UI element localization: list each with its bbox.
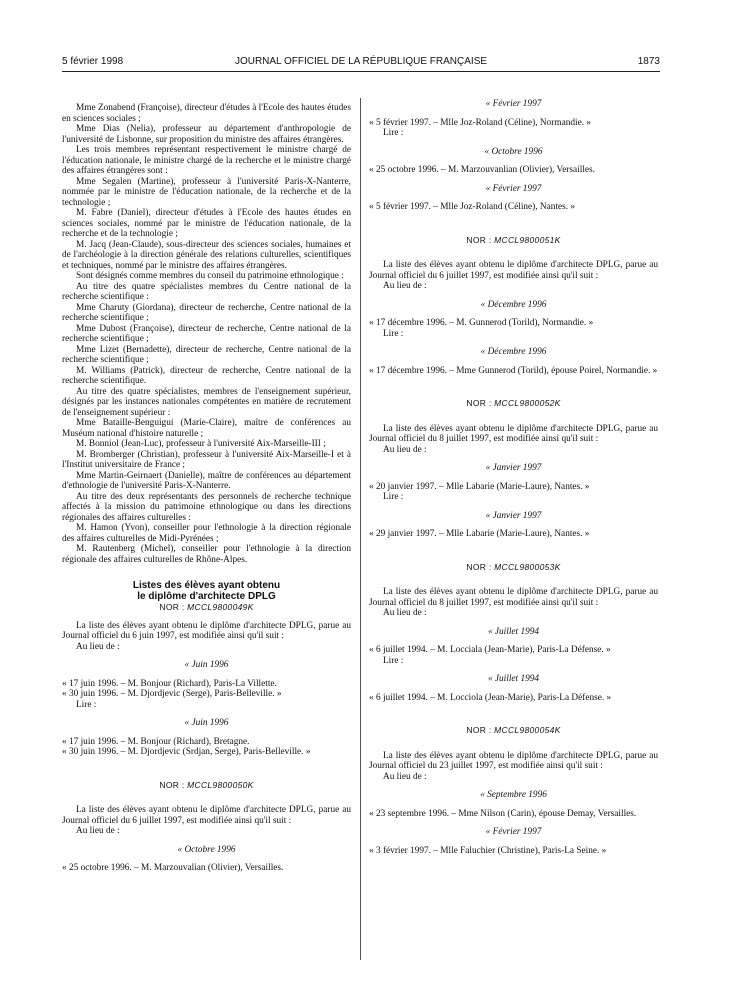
- list-entry: « 25 octobre 1996. – M. Marzouvanlian (Olivier), Versailles.: [369, 165, 595, 175]
- list-entry: « 25 octobre 1996. – M. Marzouvalian (Olivier), Versailles.: [62, 863, 284, 873]
- nor-reference: [369, 398, 658, 409]
- section-heading-line-1: Listes des élèves ayant obtenu: [132, 580, 281, 591]
- header-rule: [62, 71, 660, 72]
- paragraph: Mme Bataille-Benguigui (Marie-Claire), maître de conférences au Muséum national d'histoire naturelle ;: [62, 418, 351, 439]
- list-entry: « 5 février 1997. – Mlle Joz-Roland (Céline), Normandie. »: [369, 117, 592, 128]
- nor-reference: [369, 562, 658, 573]
- list-entry: « 30 juin 1996. – M. Djordjevic (Srdjan, Serge), Paris-Belleville. »: [62, 747, 311, 757]
- paragraph: M. Bonniol (Jean-Luc), professeur à l'université Aix-Marseille-III ;: [76, 439, 326, 449]
- list-entry: « 3 février 1997. – Mlle Faluchier (Christine), Paris-La Seine. »: [369, 845, 607, 856]
- paragraph: M. Hamon (Yvon), conseiller pour l'ethnologie à la direction régionale des affaires culturelles de Midi-Pyrénées ;: [62, 523, 351, 544]
- paragraph: M. Bromberger (Christian), professeur à l'université Aix-Marseille-I et à l'Institut universitaire de France ;: [62, 449, 351, 470]
- lire-label: Lire :: [383, 128, 404, 138]
- paragraph: Au titre des quatre spécialistes, membres de l'enseignement supérieur, désignés par les instances nationales compétentes en matière de recrutement de l'enseignement supérieur :: [62, 386, 351, 418]
- paragraph: Au titre des quatre spécialistes membres du Centre national de la recherche scientifique :: [62, 281, 351, 302]
- intro-paragraph: La liste des élèves ayant obtenu le diplôme d'architecte DPLG, parue au Journal officiel du 6 juin 1997, est modifiée ainsi qu'il suit :: [62, 620, 351, 641]
- right-column: [369, 99, 658, 856]
- paragraph: M. Rautenberg (Michel), conseiller pour l'ethnologie à la direction régionale des affaires culturelles de Rhône-Alpes.: [62, 544, 351, 565]
- paragraph: M. Fabre (Daniel), directeur d'études à l'Ecole des hautes études en sciences sociales, nommé par le ministre de l'éducation nationale, de la recherche et de la technologie ;: [62, 208, 351, 239]
- column-divider: [360, 98, 361, 960]
- paragraph: Les trois membres représentant respectivement le ministre chargé de l'éducation nationale, le ministre chargé de la recherche et le ministre chargé des affaires étrangères sont :: [62, 145, 351, 176]
- page-header: [62, 56, 660, 70]
- section-heading-line-2: le diplôme d'architecte DPLG: [137, 591, 276, 602]
- list-entry: « 30 juin 1996. – M. Djordjevic (Serge), Paris-Belleville. »: [62, 689, 282, 699]
- nor-code: MCCL9800054K: [494, 725, 561, 735]
- list-entry: « 17 juin 1996. – M. Bonjour (Richard), Paris-La Villette.: [62, 678, 277, 689]
- intro-paragraph: La liste des élèves ayant obtenu le diplôme d'architecte DPLG, parue au Journal officiel du 6 juillet 1997, est modifiée ainsi qu'il suit :: [62, 805, 351, 826]
- list-entry: « 5 février 1997. – Mlle Joz-Roland (Céline), Nantes. »: [369, 202, 576, 212]
- month-heading: « Octobre 1996: [177, 844, 236, 855]
- nor-label: NOR :: [159, 602, 185, 612]
- paragraph: Sont désignés comme membres du conseil du patrimoine ethnologique :: [76, 271, 344, 281]
- nor-code: MCCL9800051K: [494, 234, 561, 245]
- left-column: [62, 103, 351, 874]
- paragraph: Mme Martin-Geirnaert (Danielle), maître de conférences au département d'ethnologie de l'université Paris-X-Nanterre.: [62, 470, 351, 491]
- lire-label: Lire :: [383, 655, 404, 666]
- paragraph: Mme Dubost (Françoise), directeur de recherche, Centre national de la recherche scientifique ;: [62, 323, 351, 344]
- au-lieu-de: Au lieu de :: [383, 608, 427, 618]
- month-heading: « Juillet 1994: [487, 626, 540, 637]
- au-lieu-de: Au lieu de :: [383, 281, 427, 291]
- header-title: JOURNAL OFFICIEL DE LA RÉPUBLIQUE FRANÇAISE: [234, 56, 488, 67]
- nor-label: NOR :: [159, 779, 185, 790]
- nor-label: NOR :: [466, 234, 492, 245]
- list-entry: « 6 juillet 1994. – M. Locciala (Jean-Marie), Paris-La Défense. »: [369, 645, 611, 655]
- au-lieu-de: Au lieu de :: [383, 771, 427, 782]
- nor-label: NOR :: [466, 561, 492, 572]
- list-entry: « 17 juin 1996. – M. Bonjour (Richard), Bretagne.: [62, 736, 250, 747]
- month-heading: « Juillet 1994: [487, 674, 540, 684]
- month-heading: « Février 1997: [485, 183, 542, 194]
- intro-paragraph: La liste des élèves ayant obtenu le diplôme d'architecte DPLG, parue au Journal officiel du 6 juillet 1997, est modifiée ainsi qu'il suit :: [369, 260, 658, 281]
- nor-code: MCCL9800053K: [494, 561, 561, 572]
- nor-reference: [369, 725, 658, 736]
- nor-code: MCCL9800052K: [494, 398, 561, 408]
- month-heading: « Décembre 1996: [480, 347, 547, 357]
- month-heading: « Septembre 1996: [480, 790, 547, 800]
- lire-label: Lire :: [383, 492, 404, 502]
- month-heading: « Janvier 1997: [485, 463, 542, 473]
- intro-paragraph: La liste des élèves ayant obtenu le diplôme d'architecte DPLG, parue au Journal officiel du 8 juillet 1997, est modifiée ainsi qu'il suit :: [369, 423, 658, 444]
- nor-reference: [369, 235, 658, 246]
- lire-label: Lire :: [383, 328, 404, 339]
- nor-code: MCCL9800049K: [187, 602, 254, 612]
- header-date: 5 février 1998: [62, 56, 124, 67]
- paragraph: Au titre des deux représentants des personnels de recherche technique affectés à la mission du patrimoine ethnologique ou dans les directions régionales des affaires culturelles :: [62, 491, 351, 523]
- list-entry: « 17 décembre 1996. – Mme Gunnerod (Torild), épouse Poirel, Normandie. »: [369, 365, 658, 376]
- paragraph: Mme Segalen (Martine), professeur à l'université Paris-X-Nanterre, nommée par le ministre de l'éducation nationale, de la recherche et de la technologie ;: [62, 176, 351, 208]
- paragraph: Mme Lizet (Bernadette), directeur de recherche, Centre national de la recherche scientifique ;: [62, 344, 351, 365]
- paragraph: M. Williams (Patrick), directeur de recherche, Centre national de la recherche scientifique.: [62, 365, 351, 386]
- lire-label: Lire :: [76, 699, 97, 710]
- paragraph: Mme Dias (Nelia), professeur au département d'anthropologie de l'université de Lisbonne, sur proposition du ministre des affaires étrangères.: [62, 124, 351, 145]
- au-lieu-de: Au lieu de :: [383, 444, 427, 455]
- page-number: 1873: [637, 56, 660, 67]
- list-entry: « 20 janvier 1997. – Mlle Labarie (Marie-Laure), Nantes. »: [369, 481, 590, 492]
- intro-paragraph: La liste des élèves ayant obtenu le diplôme d'architecte DPLG, parue au Journal officiel du 23 juillet 1997, est modifiée ainsi qu'il suit :: [369, 750, 658, 771]
- month-heading: « Octobre 1996: [484, 146, 543, 157]
- paragraph: M. Jacq (Jean-Claude), sous-directeur des sciences sociales, humaines et de l'archéologie à la direction générale des relations culturelles, scientifiques et techniques, nommé par le ministre des affaires étrangères.: [62, 239, 351, 271]
- list-entry: « 6 juillet 1994. – M. Locciola (Jean-Marie), Paris-La Défense. »: [369, 692, 612, 703]
- nor-reference: [62, 602, 351, 613]
- month-heading: « Juin 1996: [184, 660, 229, 670]
- month-heading: « Janvier 1997: [485, 510, 542, 521]
- paragraph: Mme Charuty (Giordana), directeur de recherche, Centre national de la recherche scientifique ;: [62, 302, 351, 323]
- paragraph: Mme Zonabend (Françoise), directeur d'études à l'Ecole des hautes études en sciences sociales ;: [62, 103, 351, 124]
- nor-label: NOR :: [466, 725, 492, 735]
- month-heading: « Février 1997: [485, 827, 542, 837]
- nor-reference: [62, 780, 351, 791]
- intro-paragraph: La liste des élèves ayant obtenu le diplôme d'architecte DPLG, parue au Journal officiel du 8 juillet 1997, est modifiée ainsi qu'il suit :: [369, 587, 658, 608]
- month-heading: « Février 1997: [485, 99, 542, 109]
- list-entry: « 29 janvier 1997. – Mlle Labarie (Marie-Laure), Nantes. »: [369, 529, 590, 539]
- month-heading: « Juin 1996: [184, 718, 229, 728]
- nor-code: MCCL9800050K: [187, 779, 254, 790]
- month-heading: « Décembre 1996: [480, 299, 547, 310]
- nor-label: NOR :: [466, 398, 492, 408]
- au-lieu-de: Au lieu de :: [76, 641, 120, 652]
- list-entry: « 23 septembre 1996. – Mme Nilson (Carin), épouse Demay, Versailles.: [369, 808, 637, 819]
- au-lieu-de: Au lieu de :: [76, 826, 120, 836]
- list-entry: « 17 décembre 1996. – M. Gunnerod (Torild), Normandie. »: [369, 318, 594, 328]
